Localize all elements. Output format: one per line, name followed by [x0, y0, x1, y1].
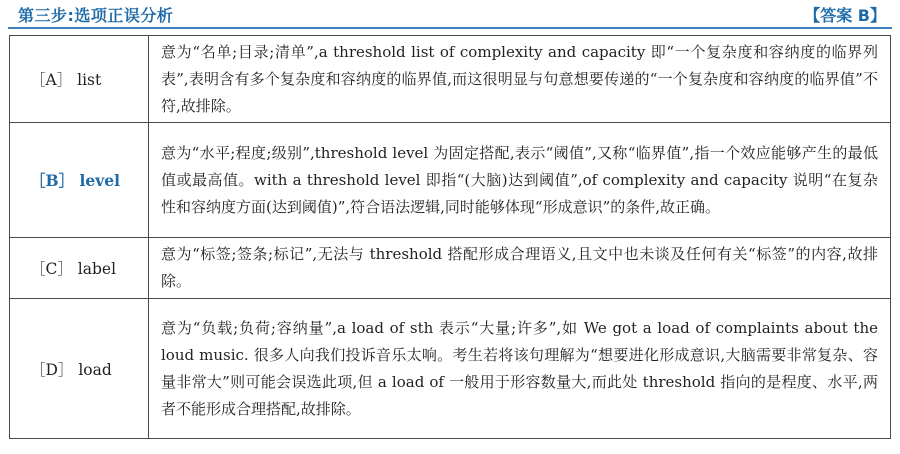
- answer-tag: 【答案 B】: [804, 6, 886, 25]
- option-row-c: [10, 238, 891, 299]
- option-c-label: ［C］ label: [10, 238, 149, 299]
- option-d-label: ［D］ load: [10, 299, 149, 439]
- option-row-b: [10, 123, 891, 238]
- step-title: 第三步:选项正误分析: [18, 6, 174, 25]
- option-a-label: ［A］ list: [10, 36, 149, 123]
- option-b-label: ［B］ level: [10, 123, 149, 238]
- option-a-explanation: 意为“名单;目录;清单”,a threshold list of complexity and capacity 即“一个复杂度和容纳度的临界列表”,表明含有多个复杂度和容纳度的临界值,而这很明显与句意想要传递的“一个复杂度和容纳度的临界值”不符,故排除。: [149, 36, 891, 123]
- header-rule: [8, 27, 892, 29]
- option-b-explanation: 意为“水平;程度;级别”,threshold level 为固定搭配,表示“阈值”,又称“临界值”,指一个效应能够产生的最低值或最高值。with a threshold level 即指“(大脑)达到阈值”,of complexity and capacity 说明“在复杂性和容纳度方面(达到阈值)”,符合语法逻辑,同时能够体现“形成意识”的条件,故正确。: [149, 123, 891, 238]
- section-header: [0, 0, 900, 30]
- option-c-explanation: 意为“标签;签条;标记”,无法与 threshold 搭配形成合理语义,且文中也未谈及任何有关“标签”的内容,故排除。: [149, 238, 891, 299]
- option-row-a: [10, 36, 891, 123]
- options-table: [9, 35, 891, 439]
- option-row-d: [10, 299, 891, 439]
- option-d-explanation: 意为“负载;负荷;容纳量”,a load of sth 表示“大量;许多”,如 We got a load of complaints about the loud music. 很多人向我们投诉音乐太响。考生若将该句理解为“想要进化形成意识,大脑需要非常复杂、容量非常大”则可能会误选此项,但 a load of 一般用于形容数量大,而此处 threshold 指向的是程度、水平,两者不能形成合理搭配,故排除。: [149, 299, 891, 439]
